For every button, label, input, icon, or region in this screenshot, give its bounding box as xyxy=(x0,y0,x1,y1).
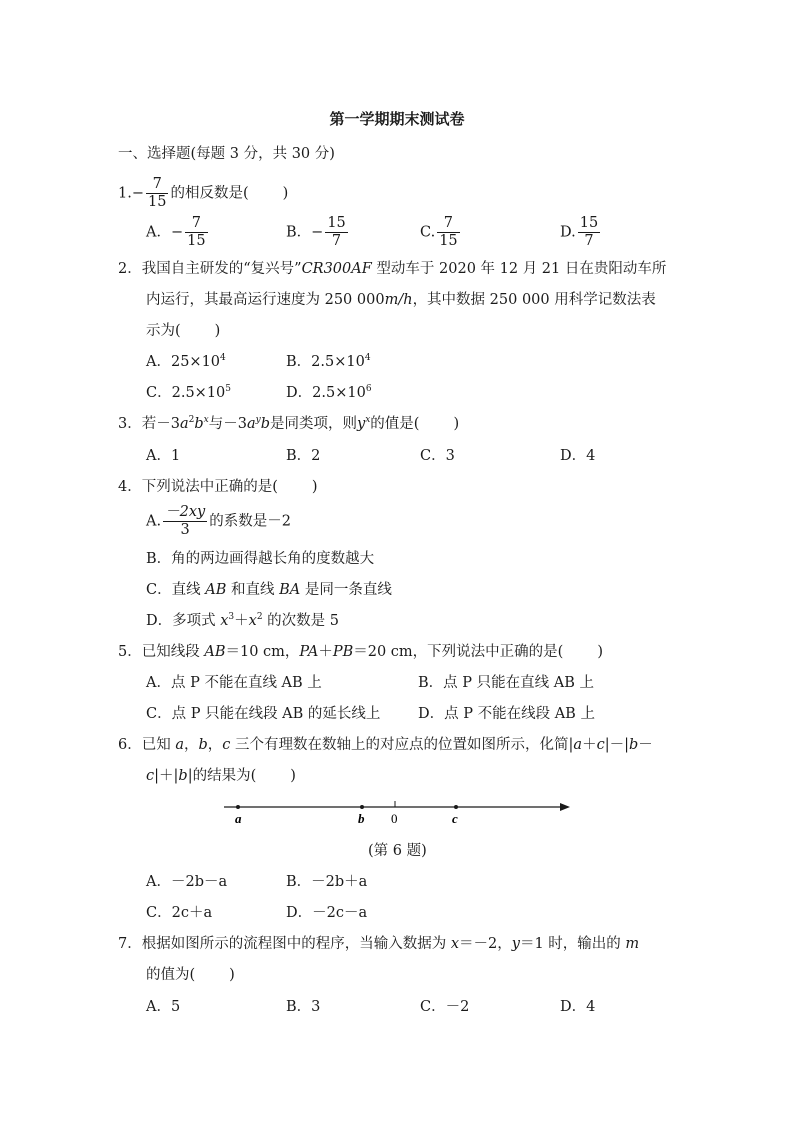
q3-option-c: C．3 xyxy=(420,448,455,464)
label-b: b xyxy=(358,811,365,826)
question-2-line-3: 示为( ) xyxy=(146,323,221,339)
q2-option-b: B．$2.5\times 10^4$ xyxy=(286,353,371,370)
q3-option-d: D．4 xyxy=(560,448,596,464)
q1-option-a: A．− $\frac{7}{15}$ xyxy=(146,215,206,249)
q5-option-a: A．点 P 不能在直线 AB 上 xyxy=(146,675,322,691)
q7-option-b: B．3 xyxy=(286,999,321,1015)
page-title: 第一学期期末测试卷 xyxy=(329,110,465,128)
question-5: 5．已知线段 AB＝10 cm，PA＋PB＝20 cm，下列说法中正确的是( ) xyxy=(118,644,604,660)
q6-option-c: C．2c＋a xyxy=(146,905,213,921)
q2-option-d: D．$2.5\times 10^6$ xyxy=(286,384,372,401)
q4-option-b: B．角的两边画得越长角的度数越大 xyxy=(146,551,375,567)
q1-option-d: D. $\frac{15}{7}$ xyxy=(560,215,599,249)
q6-option-a: A．－2b－a xyxy=(146,874,228,890)
question-3: 3．若$-3a^2b^x$与$-3a^yb$是同类项，则$y^x$的值是( ) xyxy=(118,415,460,432)
q7-option-d: D．4 xyxy=(560,999,596,1015)
q7-option-a: A．5 xyxy=(146,999,181,1015)
question-2-line-1: 2．我国自主研发的“复兴号”CR300AF 型动车于 2020 年 12 月 21 日在贵阳动车所 xyxy=(118,261,667,277)
question-7-line-1: 7．根据如图所示的流程图中的程序，当输入数据为 x＝－2，y＝1 时，输出的 m xyxy=(118,936,640,952)
q5-option-d: D．点 P 不能在线段 AB 上 xyxy=(418,706,595,722)
label-a: a xyxy=(235,811,242,826)
label-c: c xyxy=(452,811,458,826)
section-heading: 一、选择题(每题 3 分，共 30 分) xyxy=(118,146,335,162)
number-line-figure xyxy=(218,795,578,831)
point-b xyxy=(360,805,364,809)
question-1: 1.− $\frac{7}{15}$ 的相反数是( ) xyxy=(118,176,289,210)
q4-option-a: A. $\frac{-2xy}{3}$ 的系数是－2 xyxy=(146,504,291,538)
question-6-line-1: 6．已知 a，b，c 三个有理数在数轴上的对应点的位置如图所示，化简|a＋c|－|b－ xyxy=(118,737,653,753)
question-7-line-2: 的值为( ) xyxy=(146,967,235,983)
label-zero: 0 xyxy=(391,811,398,826)
q7-option-c: C．－2 xyxy=(420,999,470,1015)
figure-caption: (第 6 题) xyxy=(368,843,427,859)
q1-option-c: C. $\frac{7}{15}$ xyxy=(420,215,458,249)
q5-option-b: B．点 P 只能在直线 AB 上 xyxy=(418,675,594,691)
question-2-line-2: 内运行，其最高运行速度为 250 000m/h，其中数据 250 000 用科学记数法表 xyxy=(146,292,656,308)
q6-option-b: B．－2b＋a xyxy=(286,874,368,890)
q3-option-b: B．2 xyxy=(286,448,321,464)
q2-option-a: A．$25\times 10^4$ xyxy=(146,353,226,370)
q2-option-c: C．$2.5\times 10^5$ xyxy=(146,384,232,401)
q6-option-d: D．－2c－a xyxy=(286,905,368,921)
fraction: $\frac{7}{15}$ xyxy=(148,176,167,210)
question-4: 4．下列说法中正确的是( ) xyxy=(118,479,318,495)
question-6-line-2: c|＋|b|的结果为( ) xyxy=(146,768,296,784)
q1-option-b: B．− $\frac{15}{7}$ xyxy=(286,215,346,249)
point-a xyxy=(236,805,240,809)
q4-option-c: C．直线 AB 和直线 BA 是同一条直线 xyxy=(146,582,392,598)
q3-option-a: A．1 xyxy=(146,448,181,464)
point-c xyxy=(454,805,458,809)
q4-option-d: D．多项式 $x^3+x^2$ 的次数是 5 xyxy=(146,612,340,629)
q5-option-c: C．点 P 只能在线段 AB 的延长线上 xyxy=(146,706,381,722)
axis-arrow xyxy=(560,803,570,811)
